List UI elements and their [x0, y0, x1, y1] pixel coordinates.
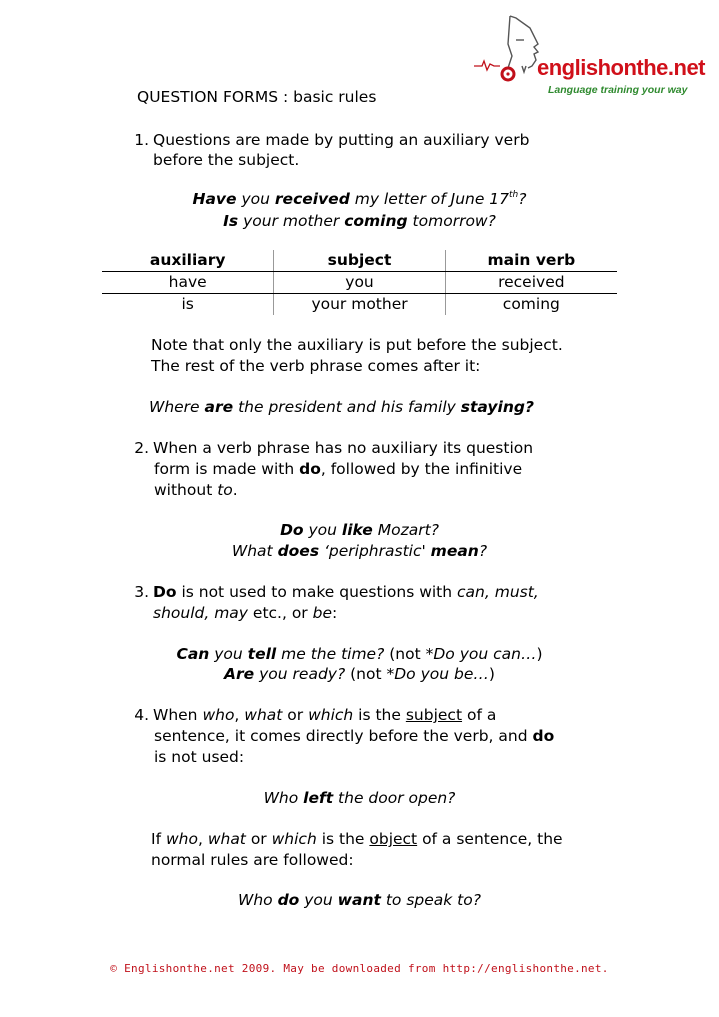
- pulse-line-icon: [474, 61, 500, 70]
- table-row: [102, 294, 617, 316]
- table-cell: coming: [502, 295, 560, 313]
- rule-text: should, may etc., or be:: [153, 604, 338, 622]
- rule-text: sentence, it comes directly before the verb, and do: [154, 727, 555, 745]
- rule-text: When a verb phrase has no auxiliary its question: [153, 439, 534, 457]
- rule-text: before the subject.: [153, 151, 300, 169]
- head-profile-icon: [508, 16, 538, 72]
- note-text: The rest of the verb phrase comes after it:: [151, 357, 481, 375]
- copyright-footer: © Englishonthe.net 2009. May be downloaded from http://englishonthe.net.: [110, 962, 609, 975]
- target-dot-icon: [506, 72, 509, 75]
- note-text: If who, what or which is the object of a sentence, the: [151, 830, 563, 848]
- rule-number: 2.: [134, 439, 149, 457]
- rule-text: When who, what or which is the subject of a: [153, 706, 497, 724]
- rule-text: is not used:: [154, 748, 245, 766]
- example-sentence: Are you ready? (not *Do you be…): [224, 665, 495, 683]
- table-header: subject: [274, 250, 445, 272]
- example-sentence: Where are the president and his family staying?: [149, 398, 534, 416]
- table-cell: you: [274, 272, 445, 294]
- table-cell: is: [181, 295, 194, 313]
- example-sentence: What does ‘periphrastic' mean?: [231, 542, 488, 560]
- table-cell: have: [102, 272, 274, 294]
- rule-text: Questions are made by putting an auxiliary verb: [153, 131, 530, 149]
- table-header: auxiliary: [102, 250, 274, 272]
- rule-number: 1.: [134, 131, 149, 149]
- table-cell: received: [445, 272, 617, 294]
- rule-number: 3.: [134, 583, 149, 601]
- example-sentence: Who do you want to speak to?: [238, 891, 481, 909]
- example-sentence: Can you tell me the time? (not *Do you can…): [176, 645, 543, 663]
- page-title: QUESTION FORMS : basic rules: [137, 88, 377, 106]
- verb-structure-table: [102, 250, 617, 315]
- rule-text: Do is not used to make questions with can, must,: [153, 583, 539, 601]
- example-sentence: Do you like Mozart?: [280, 521, 439, 539]
- example-sentence: Who left the door open?: [263, 789, 456, 807]
- rule-text: form is made with do, followed by the infinitive: [154, 460, 523, 478]
- rule-text: without to.: [154, 481, 238, 499]
- note-text: normal rules are followed:: [151, 851, 354, 869]
- table-header: main verb: [445, 250, 617, 272]
- brand-name: englishonthe.net: [537, 55, 705, 80]
- example-sentence: Have you received my letter of June 17th?: [192, 190, 527, 208]
- table-cell: your mother: [274, 294, 445, 316]
- brand-tagline: Language training your way: [548, 84, 688, 96]
- example-sentence: Is your mother coming tomorrow?: [223, 212, 496, 230]
- rule-number: 4.: [134, 706, 149, 724]
- note-text: Note that only the auxiliary is put before the subject.: [151, 336, 563, 354]
- table-row: [102, 272, 617, 294]
